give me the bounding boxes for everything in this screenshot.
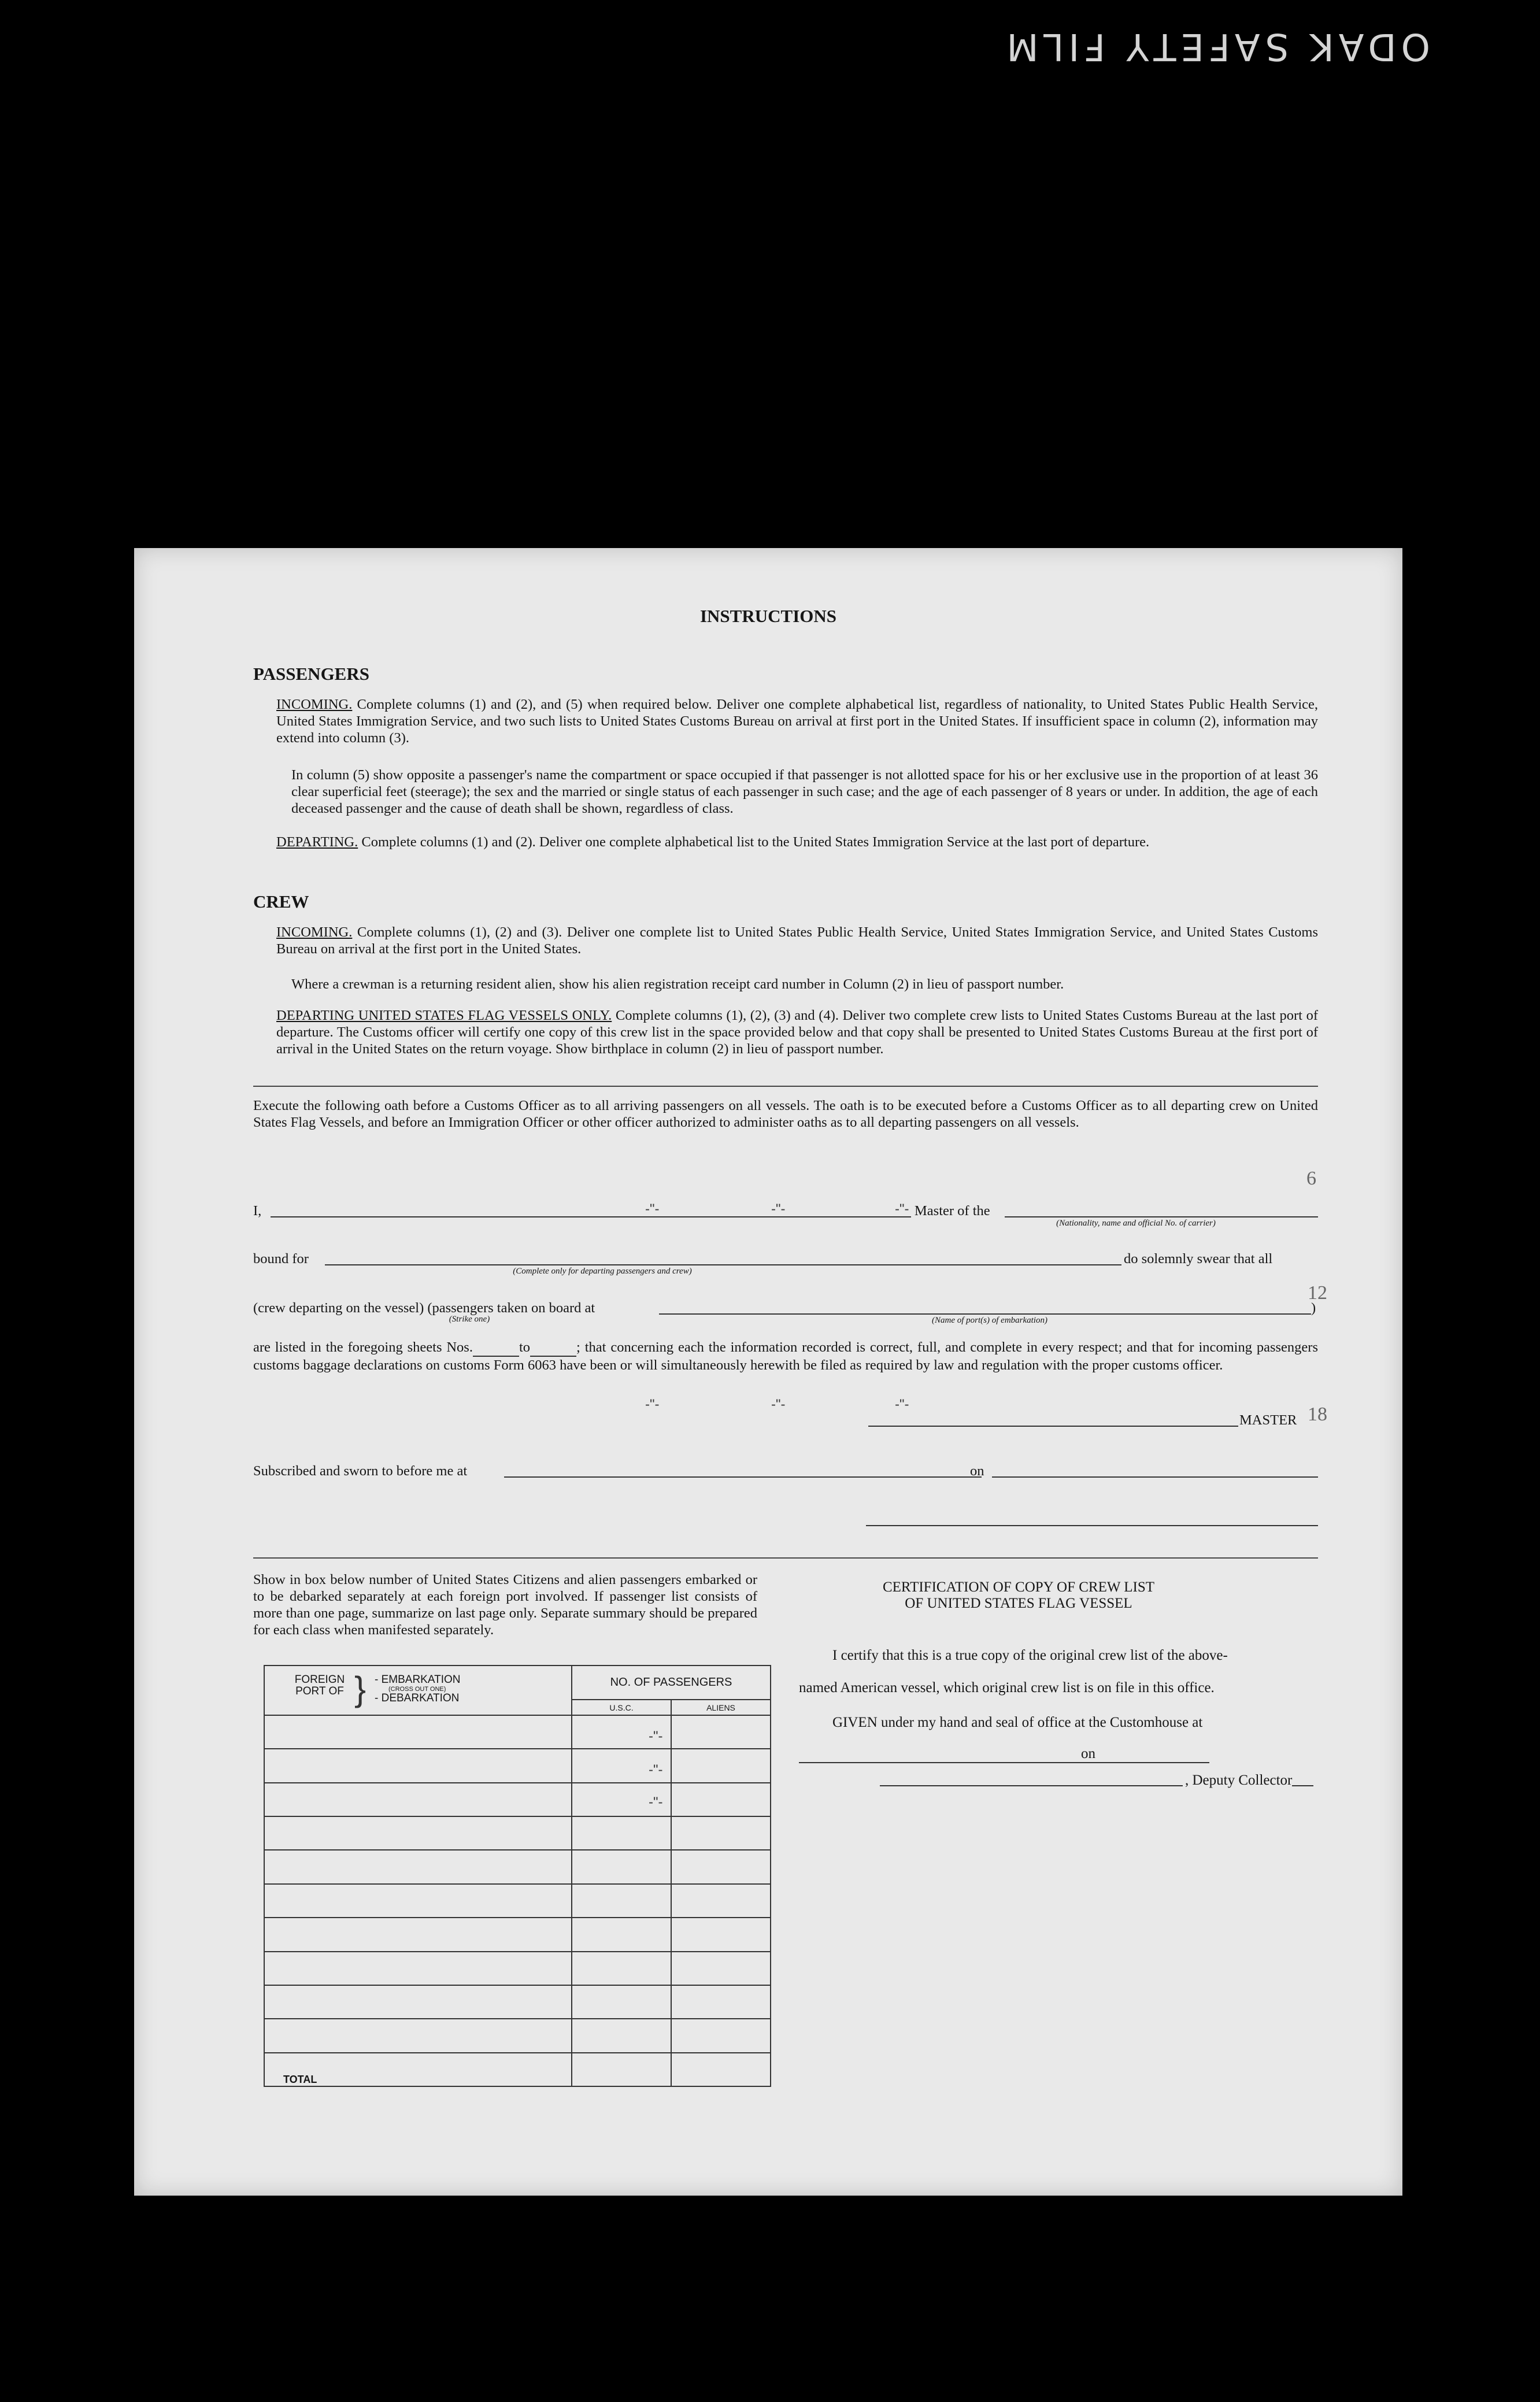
- cross-out-label: (CROSS OUT ONE): [388, 1686, 446, 1693]
- aliens-cell[interactable]: [671, 1715, 771, 1749]
- margin-mark-2: 12: [1308, 1282, 1327, 1304]
- aliens-cell[interactable]: [671, 1884, 771, 1918]
- usc-header: U.S.C.: [572, 1700, 671, 1715]
- listed-text-2: ; that concerning each the information recorded is correct, full, and complete in every respect; and that for incoming passengers customs baggage declarations on customs Form 6063 have been or will simultaneously herewith be filed as required by law and regulation with the proper customs officer.: [253, 1339, 1318, 1373]
- table-row: [264, 1749, 771, 1782]
- swear-text: do solemnly swear that all: [1124, 1251, 1273, 1267]
- passengers-column5-paragraph: In column (5) show opposite a passenger's name the compartment or space occupied if that passenger is not allotted space for his or her exclusive use in the proportion of at least 36 clear superficial feet (steerage); the sex and the married or single status of each passenger in such case; and the age of each passenger of 8 years or under. In addition, the age of each deceased passenger and the cause of death shall be shown, regardless of class.: [291, 767, 1318, 816]
- oath-intro: Execute the following oath before a Customs Officer as to all arriving passengers on all vessels. The oath is to be executed before a Customs Officer as to all departing crew on United States Flag Vessels, and before an Immigration Officer or other officer authorized to administer oaths as to all departing passengers on all vessels.: [253, 1098, 1318, 1130]
- port-cell[interactable]: [264, 1985, 572, 2019]
- named-text: named American vessel, which original crew list is on file in this office.: [799, 1680, 1215, 1696]
- port-cell[interactable]: [264, 1715, 572, 1749]
- section-divider-2: [253, 1557, 1318, 1559]
- usc-cell[interactable]: [572, 2019, 671, 2052]
- passengers-departing-text: Complete columns (1) and (2). Deliver one complete alphabetical list to the United States Immigration Service at the last port of departure.: [361, 834, 1150, 850]
- ditto-mark: -"-: [895, 1397, 909, 1412]
- ditto-mark: -"-: [895, 1201, 909, 1217]
- departing-caption: (Complete only for departing passengers and crew): [513, 1267, 692, 1276]
- table-row: [264, 1985, 771, 2019]
- table-row: [264, 1952, 771, 1985]
- usc-cell[interactable]: [572, 1952, 671, 1985]
- passengers-departing-label: DEPARTING.: [276, 834, 358, 850]
- table-row: [264, 2019, 771, 2052]
- margin-mark-1: 6: [1306, 1168, 1316, 1189]
- aliens-total-cell[interactable]: [671, 2053, 771, 2086]
- passengers-departing-paragraph: [276, 834, 1318, 850]
- aliens-cell[interactable]: [671, 1985, 771, 2019]
- aliens-cell[interactable]: [671, 1783, 771, 1816]
- certification-title-1: CERTIFICATION OF COPY OF CREW LIST: [882, 1579, 1155, 1595]
- table-row: [264, 1850, 771, 1883]
- table-row: [264, 1715, 771, 1749]
- debarkation-label: - DEBARKATION: [375, 1692, 460, 1704]
- master-name-line[interactable]: [271, 1216, 911, 1217]
- port-cell[interactable]: [264, 1749, 572, 1782]
- foreign-port-label: FOREIGN PORT OF: [294, 1674, 345, 1697]
- summary-instructions: Show in box below number of United States Citizens and alien passengers embarked or to be debarked separately at each foreign port involved. If passenger list consists of more than one page, summarize on last page only. Separate summary should be prepared for each class when manifested separately.: [253, 1572, 757, 1638]
- passenger-summary-table: [264, 1665, 771, 2087]
- crew-heading: CREW: [253, 891, 309, 912]
- ditto-mark: -"-: [649, 1762, 663, 1778]
- aliens-cell[interactable]: [671, 1816, 771, 1850]
- ditto-mark: -"-: [649, 1729, 663, 1744]
- embarkation-port-line[interactable]: [659, 1313, 1311, 1315]
- document-page: [134, 548, 1402, 2196]
- customhouse-line[interactable]: [799, 1762, 1209, 1763]
- crew-incoming-paragraph: [276, 924, 1318, 957]
- aliens-cell[interactable]: [671, 2019, 771, 2052]
- crew-departing-text: (crew departing on the vessel) (passengers taken on board at: [253, 1300, 595, 1316]
- ports-caption: (Name of port(s) of embarkation): [932, 1316, 1047, 1325]
- ditto-mark: -"-: [645, 1397, 660, 1412]
- listed-paragraph: [253, 1339, 1318, 1374]
- passengers-incoming-paragraph: [276, 696, 1318, 746]
- port-cell[interactable]: [264, 1783, 572, 1816]
- no-passengers-header: NO. OF PASSENGERS: [572, 1666, 771, 1700]
- crew-incoming-text: Complete columns (1), (2) and (3). Deliver one complete list to United States Public Health Service, United States Immigration Service, and United States Customs Bureau on arrival at the first port in the United States.: [276, 924, 1318, 957]
- close-paren: ): [1311, 1300, 1316, 1316]
- margin-mark-3: 18: [1308, 1404, 1327, 1425]
- master-label: MASTER: [1239, 1412, 1297, 1428]
- port-cell[interactable]: [264, 1816, 572, 1850]
- subscribed-on-label: on: [970, 1463, 984, 1479]
- port-cell[interactable]: [264, 1850, 572, 1883]
- port-header-cell: [264, 1666, 572, 1715]
- vessel-line[interactable]: [1005, 1216, 1318, 1217]
- port-cell[interactable]: [264, 1918, 572, 1951]
- crew-departing-label: DEPARTING UNITED STATES FLAG VESSELS ONLY.: [276, 1008, 612, 1023]
- aliens-cell[interactable]: [671, 1952, 771, 1985]
- given-text: GIVEN under my hand and seal of office at the Customhouse at: [832, 1715, 1203, 1730]
- usc-cell[interactable]: [572, 1850, 671, 1883]
- table-row: [264, 1816, 771, 1850]
- usc-cell[interactable]: [572, 1985, 671, 2019]
- master-signature-line[interactable]: [868, 1426, 1238, 1427]
- ditto-mark: -"-: [771, 1201, 786, 1217]
- usc-total-cell[interactable]: [572, 2053, 671, 2086]
- given-on-label: on: [1078, 1746, 1099, 1762]
- instructions-title: INSTRUCTIONS: [699, 606, 836, 626]
- aliens-header: ALIENS: [671, 1700, 771, 1715]
- deputy-collector-label: , Deputy Collector: [1183, 1772, 1292, 1789]
- port-cell[interactable]: [264, 2019, 572, 2052]
- crew-resident-paragraph: Where a crewman is a returning resident alien, show his alien registration receipt card number in Column (2) in lieu of passport number.: [291, 976, 1064, 992]
- section-divider-1: [253, 1086, 1318, 1087]
- total-label: TOTAL: [264, 2053, 572, 2086]
- port-cell[interactable]: [264, 1884, 572, 1918]
- table-row: [264, 1918, 771, 1951]
- embark-debark-block: [375, 1674, 461, 1704]
- table-row: [264, 1783, 771, 1816]
- aliens-cell[interactable]: [671, 1918, 771, 1951]
- certify-text: I certify that this is a true copy of the original crew list of the above-: [832, 1648, 1228, 1663]
- strike-caption: (Strike one): [449, 1315, 490, 1324]
- passengers-incoming-text: Complete columns (1) and (2), and (5) when required below. Deliver one complete alphabetical list, regardless of nationality, to United States Public Health Service, United States Immigration Service, and two such lists to United States Customs Bureau on arrival at first port in the United States. If insufficient space in column (2), information may extend into column (3).: [276, 697, 1319, 746]
- usc-cell[interactable]: [572, 1816, 671, 1850]
- sheet-from-field[interactable]: [473, 1339, 519, 1357]
- bound-for-label: bound for: [253, 1251, 309, 1267]
- brace-glyph: }: [354, 1670, 367, 1708]
- sheet-to-field[interactable]: [530, 1339, 576, 1357]
- port-cell[interactable]: [264, 1952, 572, 1985]
- film-edge-label: ODAK SAFETY FILM: [1002, 25, 1430, 68]
- ditto-mark: -"-: [771, 1397, 786, 1412]
- table-row: [264, 1884, 771, 1918]
- table-row-total: [264, 2053, 771, 2086]
- aliens-cell[interactable]: [671, 1749, 771, 1782]
- subscribed-place-line[interactable]: [504, 1476, 982, 1478]
- subscribed-date-line[interactable]: [992, 1476, 1318, 1478]
- passengers-heading: PASSENGERS: [253, 664, 369, 684]
- passengers-incoming-label: INCOMING.: [276, 697, 353, 712]
- nationality-caption: (Nationality, name and official No. of carrier): [1056, 1219, 1216, 1228]
- embarkation-label: - EMBARKATION: [375, 1674, 461, 1686]
- ditto-mark: -"-: [645, 1201, 660, 1217]
- usc-cell[interactable]: [572, 1884, 671, 1918]
- oath-i-label: I,: [253, 1203, 262, 1219]
- master-of-label: Master of the: [915, 1203, 990, 1219]
- destination-line[interactable]: [325, 1264, 1121, 1265]
- aliens-cell[interactable]: [671, 1850, 771, 1883]
- film-edge-text: [0, 12, 1540, 81]
- crew-departing-text: Complete columns (1), (2), (3) and (4). Deliver two complete crew lists to United States Customs Bureau at the last port of departure. The Customs officer will certify one copy of this crew list in the space provided below and that copy shall be presented to United States Customs Bureau at the first port of arrival in the United States on the return voyage. Show birthplace in column (2) in lieu of passport number.: [276, 1008, 1318, 1057]
- ditto-mark: -"-: [649, 1794, 663, 1810]
- listed-to: to: [519, 1339, 531, 1355]
- crew-departing-paragraph: [276, 1007, 1318, 1057]
- certification-title-2: OF UNITED STATES FLAG VESSEL: [905, 1596, 1132, 1611]
- listed-text-1: are listed in the foregoing sheets Nos.: [253, 1339, 473, 1355]
- officer-signature-line[interactable]: [866, 1525, 1318, 1526]
- film-edge-strip: [0, 12, 1540, 81]
- crew-incoming-label: INCOMING.: [276, 924, 353, 940]
- subscribed-label: Subscribed and sworn to before me at: [253, 1463, 468, 1479]
- usc-cell[interactable]: [572, 1918, 671, 1951]
